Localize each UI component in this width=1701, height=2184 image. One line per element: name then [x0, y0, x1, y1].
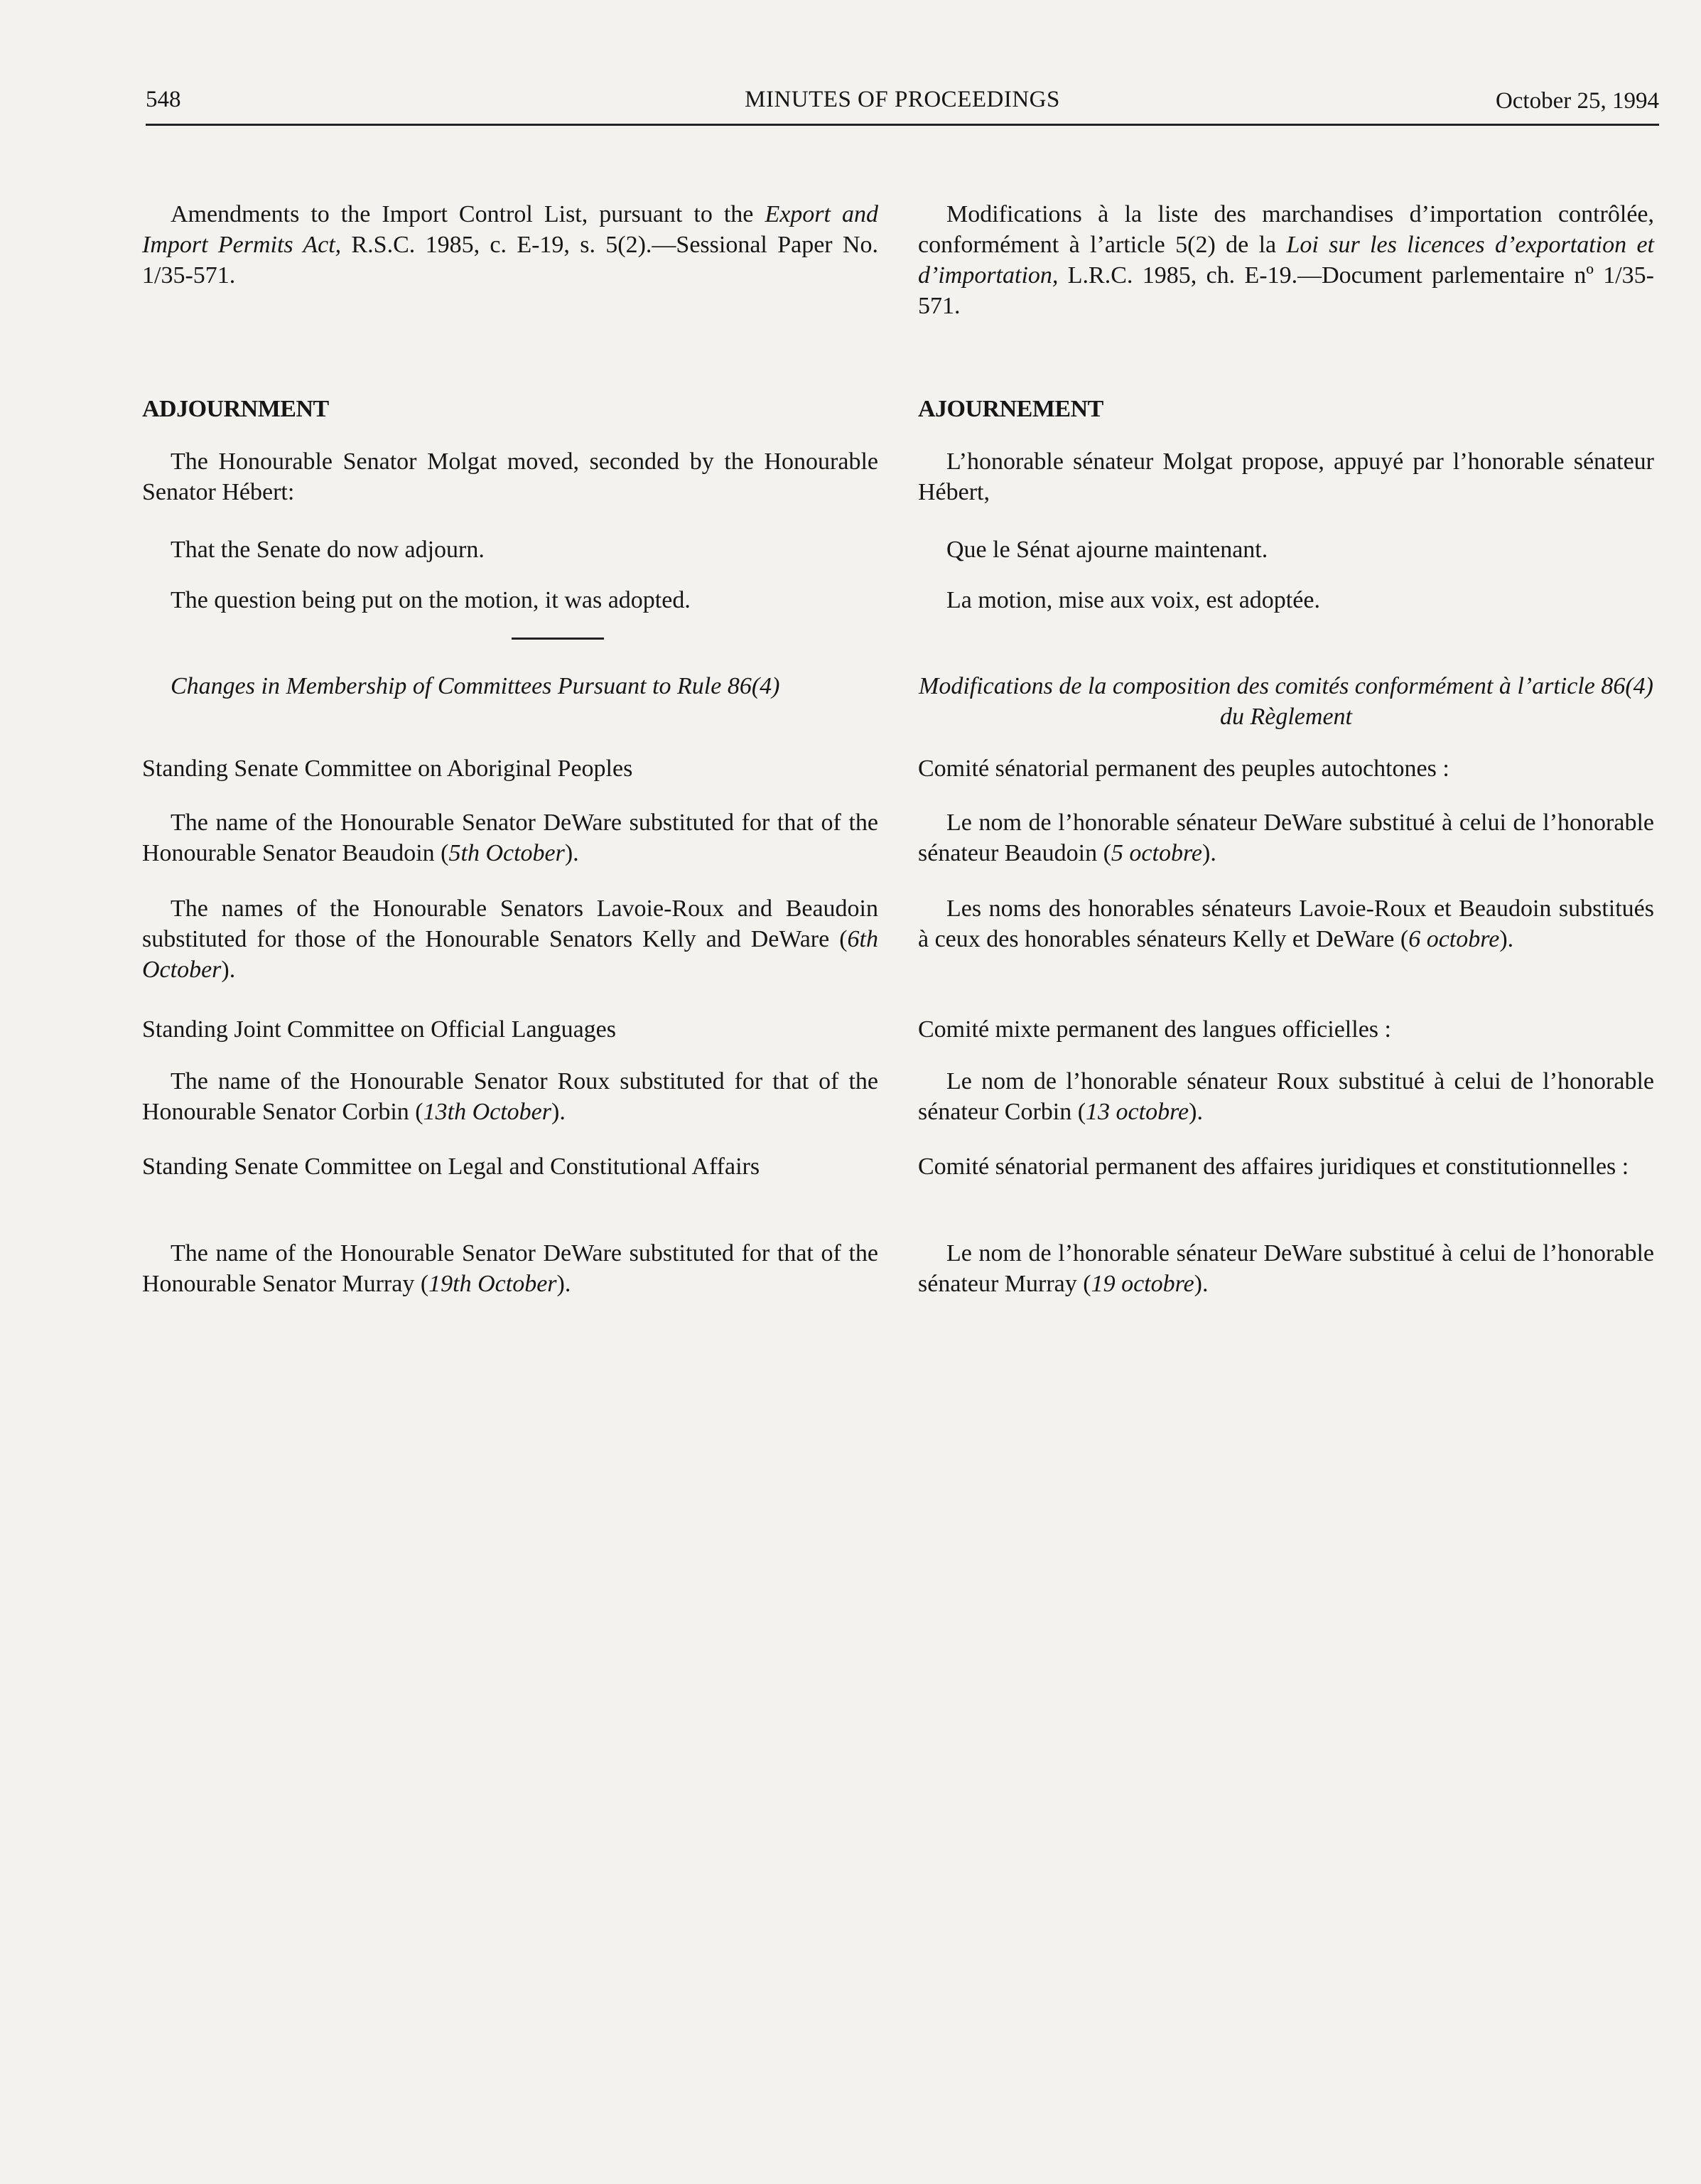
- entry-date: 5 octobre: [1111, 840, 1203, 866]
- committee-entry: [918, 807, 1654, 868]
- committee-entry: [142, 807, 878, 868]
- page-number: 548: [146, 87, 181, 112]
- committee-name: Standing Senate Committee on Aboriginal Peoples: [142, 755, 633, 782]
- committee-name: Comité mixte permanent des langues officielles :: [918, 1016, 1391, 1043]
- entry-text: The name of the Honourable Senator DeWare substituted for that of the Honourable Senator Beaudoin (: [142, 809, 878, 866]
- committee-entry: [918, 1066, 1654, 1127]
- entry-text: Le nom de l’honorable sénateur DeWare substitué à celui de l’honorable sénateur Murray (: [918, 1240, 1654, 1297]
- committee-entry: [918, 893, 1654, 954]
- entry-date: 6th October: [142, 926, 878, 983]
- paragraph-resolution: That the Senate do now adjourn.: [171, 537, 485, 563]
- heading-changes-membership: Changes in Membership of Committees Pursuant to Rule 86(4): [171, 673, 780, 699]
- entry-date: 19th October: [428, 1271, 557, 1297]
- committee-name: Comité sénatorial permanent des peuples autochtones :: [918, 755, 1449, 782]
- paragraph-motion: L’honorable sénateur Molgat propose, appuyé par l’honorable sénateur Hébert,: [918, 448, 1654, 505]
- paragraph-question: The question being put on the motion, it was adopted.: [171, 587, 691, 613]
- entry-text: ).: [556, 1271, 571, 1297]
- entry-text: The names of the Honourable Senators Lavoie-Roux and Beaudoin substituted for those of the Honourable Senators Kelly and DeWare (: [142, 895, 878, 952]
- paragraph-text: R.S.C. 1985, c. E-19, s. 5(2).—Sessional Paper No. 1/35-571.: [142, 232, 878, 289]
- committee-entry: [142, 1066, 878, 1127]
- entry-text: Les noms des honorables sénateurs Lavoie-Roux et Beaudoin substitués à ceux des honorables sénateurs Kelly et DeWare (: [918, 895, 1654, 952]
- entry-date: 6 octobre: [1408, 926, 1500, 952]
- committee-entry: [142, 1238, 878, 1299]
- entry-text: ).: [1202, 840, 1216, 866]
- paragraph-text: L.R.C. 1985, ch. E-19.—Document parlementaire nº 1/35-571.: [918, 262, 1654, 319]
- act-title: Loi sur les licences d’exportation et d’importation,: [918, 232, 1654, 289]
- entry-text: Le nom de l’honorable sénateur DeWare substitué à celui de l’honorable sénateur Beaudoin (: [918, 809, 1654, 866]
- entry-date: 13th October: [423, 1099, 551, 1125]
- entry-text: ).: [221, 957, 236, 983]
- paragraph-text: Amendments to the Import Control List, pursuant to the: [171, 201, 765, 227]
- heading-adjournment: AJOURNEMENT: [918, 396, 1103, 422]
- entry-text: ).: [551, 1099, 566, 1125]
- running-header: [146, 84, 1659, 126]
- paragraph-resolution: Que le Sénat ajourne maintenant.: [946, 537, 1268, 563]
- entry-text: ).: [1194, 1271, 1209, 1297]
- heading-adjournment: ADJOURNMENT: [142, 396, 329, 422]
- committee-entry: [142, 893, 878, 985]
- entry-date: 19 octobre: [1091, 1271, 1194, 1297]
- entry-date: 13 octobre: [1086, 1099, 1189, 1125]
- header-date: October 25, 1994: [1495, 88, 1659, 114]
- committee-name: Standing Senate Committee on Legal and Constitutional Affairs: [142, 1153, 760, 1180]
- paragraph-import-control: [142, 199, 878, 291]
- divider-rule: [512, 638, 604, 640]
- entry-text: The name of the Honourable Senator DeWare substituted for that of the Honourable Senator Murray (: [142, 1240, 878, 1297]
- paragraph-import-control: [918, 199, 1654, 321]
- heading-changes-membership: Modifications de la composition des comités conformément à l’article 86(4) du Règlement: [919, 673, 1653, 730]
- committee-name: Comité sénatorial permanent des affaires juridiques et constitutionnelles :: [918, 1153, 1629, 1180]
- paragraph-motion: The Honourable Senator Molgat moved, seconded by the Honourable Senator Hébert:: [142, 448, 878, 505]
- entry-text: ).: [1499, 926, 1514, 952]
- entry-date: 5th October: [448, 840, 565, 866]
- entry-text: ).: [1189, 1099, 1203, 1125]
- entry-text: Le nom de l’honorable sénateur Roux substitué à celui de l’honorable sénateur Corbin (: [918, 1068, 1654, 1125]
- entry-text: ).: [564, 840, 579, 866]
- paragraph-question: La motion, mise aux voix, est adoptée.: [946, 587, 1320, 613]
- committee-name: Standing Joint Committee on Official Languages: [142, 1016, 616, 1043]
- running-title: MINUTES OF PROCEEDINGS: [745, 87, 1060, 112]
- paragraph-text: Modifications à la liste des marchandises d’importation contrôlée, conformément à l’article 5(2) de la: [918, 201, 1654, 258]
- entry-text: The name of the Honourable Senator Roux substituted for that of the Honourable Senator Corbin (: [142, 1068, 878, 1125]
- committee-entry: [918, 1238, 1654, 1299]
- act-title: Export and Import Permits Act,: [142, 201, 879, 258]
